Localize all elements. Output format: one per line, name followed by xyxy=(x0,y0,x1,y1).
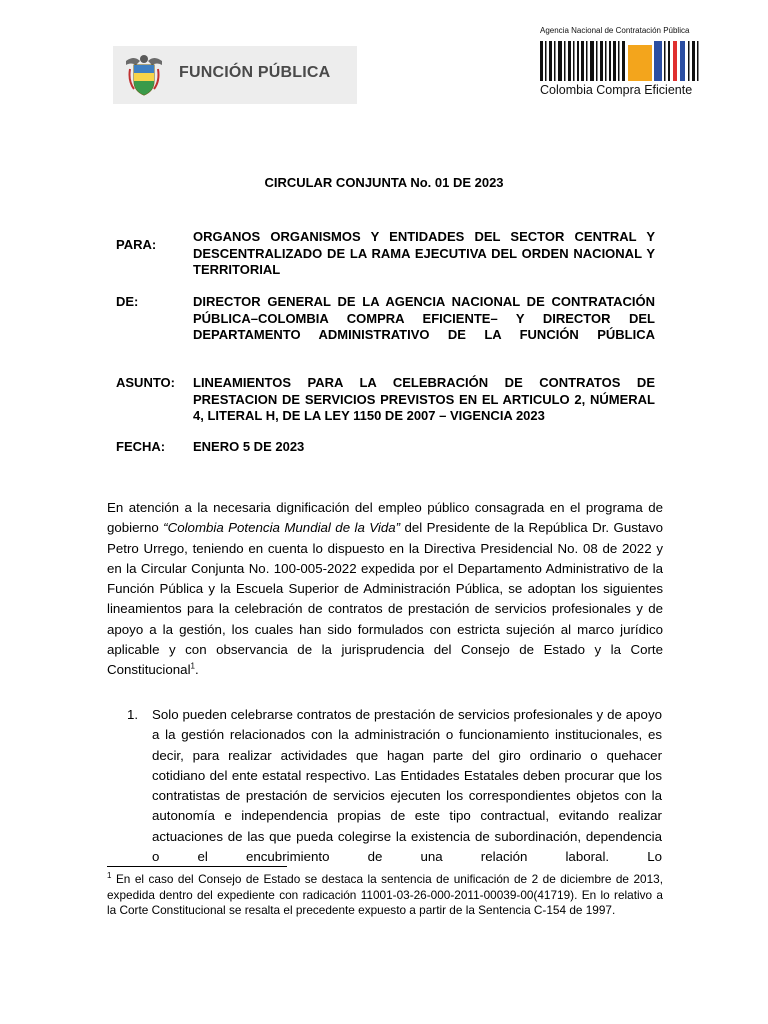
footnote-number: 1 xyxy=(107,871,112,881)
agency-name: Agencia Nacional de Contratación Pública xyxy=(540,26,690,35)
asunto-value: LINEAMIENTOS PARA LA CELEBRACIÓN DE CONTRATOS DE PRESTACION DE SERVICIOS PREVISTOS EN EL ARTICULO 2, NÚMERAL 4, LITERAL H, DE LA LEY 1150 DE 2007 – VIGENCIA 2023 xyxy=(193,375,655,423)
list-item-number: 1. xyxy=(127,707,139,722)
list-item-text: Solo pueden celebrarse contratos de prestación de servicios profesionales y de apoyo a la gestión relacionados con la administración o funcionamiento institucionales, es decir, para realizar actividades que hagan parte del giro ordinario o quehacer cotidiano del ente estatal respectivo. Las Entidades Estatales deben procurar que los contratistas de prestación de servicios ejecuten los correspondientes objetos con la autonomía e independencia propias de este tipo contractual, evitando realizar actuaciones de las que pueda colegirse la existencia de subordinación, dependencia o el encubrimiento de una relación laboral. Lo xyxy=(152,707,662,865)
de-label: DE: xyxy=(116,294,139,309)
colombia-coat-of-arms-icon xyxy=(120,51,168,99)
intro-text-2: del Presidente de la República Dr. Gustavo Petro Urrego, teniendo en cuenta lo dispuesto en la Directiva Presidencial No. 08 de 2022 y en la Circular Conjunta No. 100-005-2022 expedida por el Departamento Administrativo de la Función Pública y la Escuela Superior de Administración Pública, se adoptan los siguientes lineamientos para la celebración de contratos de prestación de servicios profesionales y de apoyo a la gestión, los cuales han sido formulados con estricta sujeción al marco jurídico aplicable y con observancia de la jurisprudencia del Consejo de Estado y la Corte Constitucional xyxy=(107,520,664,678)
intro-text-end: . xyxy=(194,662,199,678)
para-label: PARA: xyxy=(116,237,157,252)
colombia-compra-eficiente-wordmark: Colombia Compra Eficiente xyxy=(540,83,693,97)
funcion-publica-logo xyxy=(113,46,357,104)
funcion-publica-wordmark: FUNCIÓN PÚBLICA xyxy=(179,64,331,81)
fecha-label: FECHA: xyxy=(116,439,166,454)
intro-paragraph xyxy=(107,498,663,681)
asunto-label: ASUNTO: xyxy=(116,375,175,390)
footnote-text: En el caso del Consejo de Estado se destaca la sentencia de unificación de 2 de diciembre de 2013, expedida dentro del expediente con radicación 11001-03-26-000-2011-00039-00(41719). En lo relativo a la Corte Constitucional se resalta el precedente expuesto a partir de la Sentencia C-154 de 1997. xyxy=(107,872,663,917)
circular-title: CIRCULAR CONJUNTA No. 01 DE 2023 xyxy=(264,175,504,190)
footnote-reference[interactable]: 1 xyxy=(190,661,195,671)
de-value: DIRECTOR GENERAL DE LA AGENCIA NACIONAL DE CONTRATACIÓN PÚBLICA–COLOMBIA COMPRA EFICIENTE– Y DIRECTOR DEL DEPARTAMENTO ADMINISTRATIVO DE LA FUNCIÓN PÚBLICA xyxy=(193,294,655,342)
footnote-separator xyxy=(107,866,287,867)
barcode-logo-icon xyxy=(540,37,702,85)
para-value: ORGANOS ORGANISMOS Y ENTIDADES DEL SECTOR CENTRAL Y DESCENTRALIZADO DE LA RAMA EJECUTIVA DEL ORDEN NACIONAL Y TERRITORIAL xyxy=(193,229,655,277)
fecha-value: ENERO 5 DE 2023 xyxy=(193,439,305,454)
program-name: “Colombia Potencia Mundial de la Vida” xyxy=(163,520,401,536)
colombia-compra-eficiente-logo xyxy=(538,26,704,100)
footnote xyxy=(107,872,663,919)
intro-text-1: En atención a la necesaria dignificación del empleo público consagrada en el programa de gobierno xyxy=(107,500,663,536)
